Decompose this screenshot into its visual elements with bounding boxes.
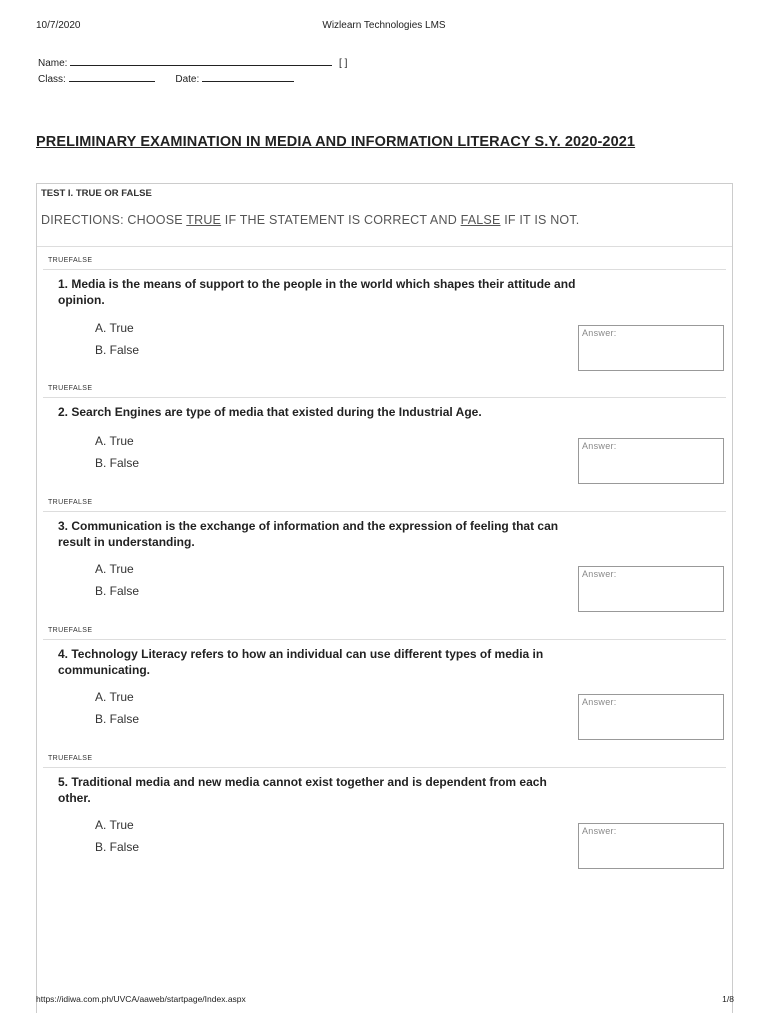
class-label: Class: [38, 74, 66, 85]
option-true[interactable]: A. True [95, 562, 134, 576]
directions-part1: DIRECTIONS: CHOOSE [41, 213, 187, 227]
question-divider [43, 767, 726, 768]
option-true[interactable]: A. True [95, 690, 134, 704]
answer-label: Answer: [582, 826, 617, 836]
date-label: Date: [175, 74, 200, 85]
question-divider [43, 397, 726, 398]
option-true[interactable]: A. True [95, 818, 134, 832]
answer-box[interactable] [578, 823, 724, 869]
footer-url: https://idiwa.com.ph/UVCA/aaweb/startpage/Index.aspx [36, 994, 246, 1004]
option-false[interactable]: B. False [95, 343, 140, 357]
directions-part3: IF IT IS NOT. [500, 213, 580, 227]
option-false[interactable]: B. False [95, 712, 140, 726]
test-section [36, 183, 733, 1013]
directions-part2: IF THE STATEMENT IS CORRECT AND [221, 213, 461, 227]
exam-title: PRELIMINARY EXAMINATION IN MEDIA AND INFORMATION LITERACY S.Y. 2020-2021 [36, 134, 636, 150]
score-bracket: [ ] [339, 58, 348, 69]
answer-box[interactable] [578, 325, 724, 371]
page-number: 1/8 [722, 994, 734, 1004]
class-blank[interactable] [69, 72, 155, 82]
question-text: 1. Media is the means of support to the people in the world which shapes their attitude and opinion. [58, 277, 576, 307]
directions-false-word: FALSE [460, 213, 501, 227]
option-false[interactable]: B. False [95, 584, 140, 598]
question-text: 2. Search Engines are type of media that existed during the Industrial Age. [58, 405, 482, 419]
answer-label: Answer: [582, 697, 617, 707]
name-blank[interactable] [70, 56, 332, 66]
directions [41, 213, 579, 227]
print-header-title: Wizlearn Technologies LMS [322, 20, 446, 31]
test-heading: TEST I. TRUE OR FALSE [41, 188, 152, 199]
question-type: TRUEFALSE [48, 257, 93, 264]
question-divider [43, 639, 726, 640]
question-type: TRUEFALSE [48, 385, 93, 392]
name-label: Name: [38, 58, 68, 69]
question-type: TRUEFALSE [48, 499, 93, 506]
option-true[interactable]: A. True [95, 434, 134, 448]
answer-box[interactable] [578, 566, 724, 612]
print-date: 10/7/2020 [36, 20, 81, 31]
answer-box[interactable] [578, 694, 724, 740]
option-false[interactable]: B. False [95, 840, 140, 854]
answer-label: Answer: [582, 569, 617, 579]
name-line [38, 56, 347, 69]
class-date-line [38, 72, 294, 85]
option-false[interactable]: B. False [95, 456, 140, 470]
answer-box[interactable] [578, 438, 724, 484]
question-type: TRUEFALSE [48, 627, 93, 634]
date-blank[interactable] [202, 72, 294, 82]
question-text: 5. Traditional media and new media cannot exist together and is dependent from each other. [58, 775, 547, 805]
question-divider [43, 269, 726, 270]
question-type: TRUEFALSE [48, 755, 93, 762]
directions-true-word: TRUE [186, 213, 222, 227]
answer-label: Answer: [582, 328, 617, 338]
question-text: 4. Technology Literacy refers to how an individual can use different types of media in communicating. [58, 647, 544, 677]
directions-divider [37, 246, 732, 247]
question-divider [43, 511, 726, 512]
question-text: 3. Communication is the exchange of information and the expression of feeling that can result in understanding. [58, 519, 559, 549]
answer-label: Answer: [582, 441, 617, 451]
option-true[interactable]: A. True [95, 321, 134, 335]
